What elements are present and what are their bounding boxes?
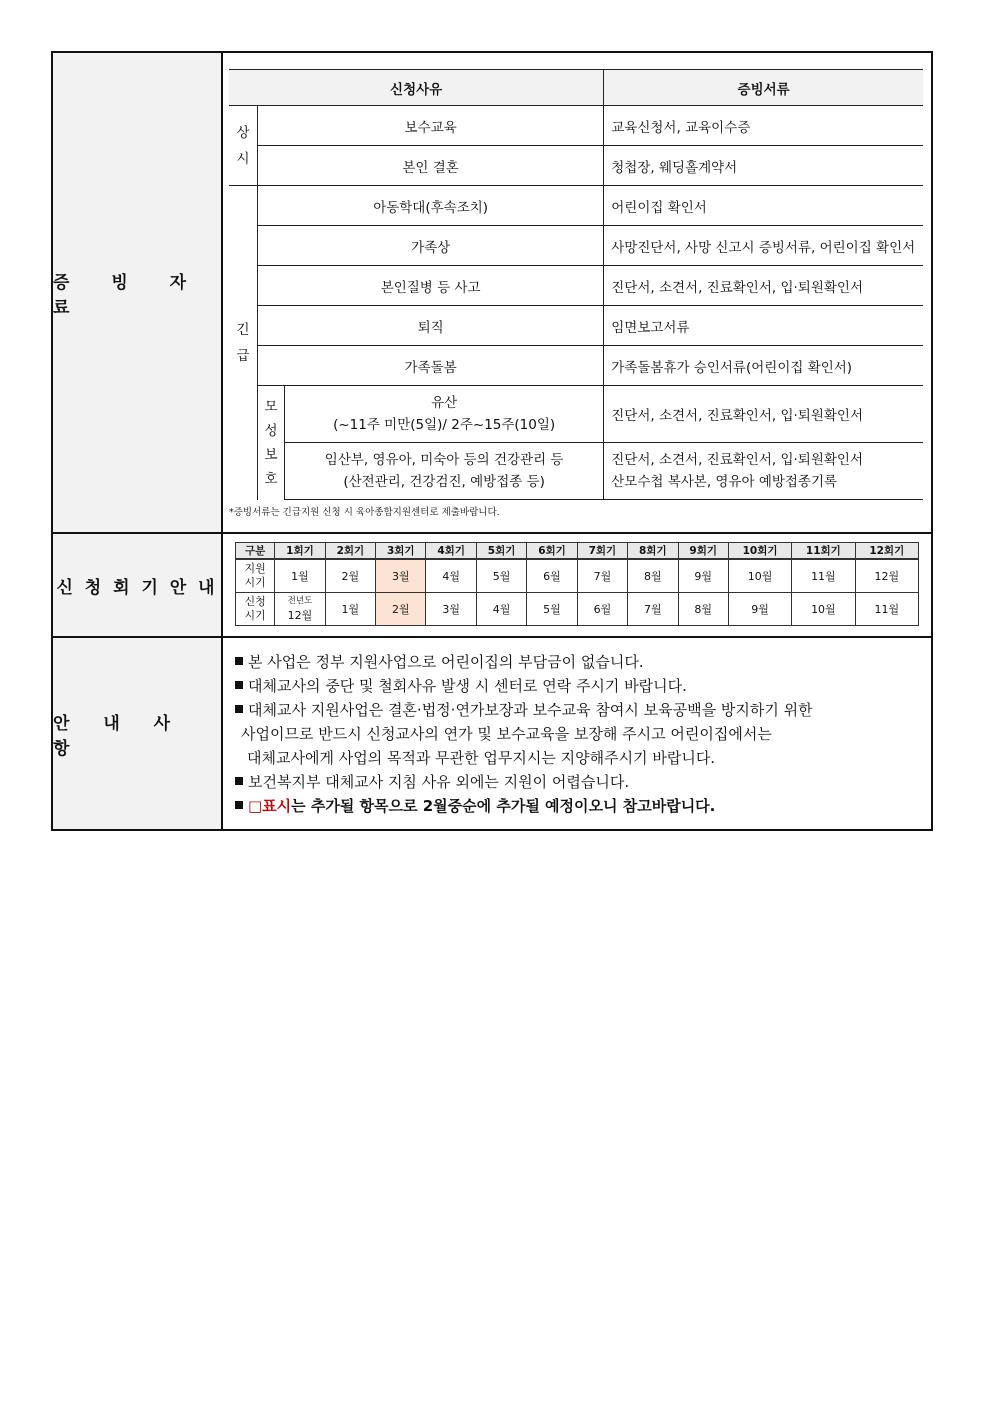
- notice-marker-text: □표시: [248, 797, 292, 815]
- apply-1: [275, 593, 325, 626]
- urgent-docs-2: 진단서, 소견서, 진료확인서, 입·퇴원확인서: [604, 266, 923, 306]
- schedule-support-row: [236, 559, 919, 593]
- regular-reason-1: 본인 결혼: [258, 146, 604, 186]
- table-row: [229, 266, 923, 306]
- apply-12: 11월: [855, 593, 918, 626]
- notice-item-cont: [235, 722, 921, 746]
- schedule-body: [223, 534, 931, 636]
- notice-item-text: 대체교사 지원사업은 결혼·법정·연가보장과 보수교육 참여시 보육공백을 방지하기 위한: [248, 701, 813, 719]
- urgent-reason-2: 본인질병 등 사고: [258, 266, 604, 306]
- sch-h3: 3회기: [376, 543, 426, 560]
- notice-item-last: [235, 794, 921, 818]
- notice-item-text: 대체교사의 중단 및 철회사유 발생 시 센터로 연락 주시기 바랍니다.: [248, 677, 687, 695]
- support-7: 7월: [577, 559, 627, 593]
- maternal-reason-0-line1: 유산: [431, 395, 458, 411]
- schedule-apply-row: [236, 593, 919, 626]
- schedule-table: [235, 542, 919, 626]
- support-2: 2월: [325, 559, 375, 593]
- support-1: 1월: [275, 559, 325, 593]
- maternal-reason-1: [285, 443, 604, 500]
- notice-item-cont: [235, 746, 921, 770]
- bullet-square-icon: [235, 777, 243, 785]
- urgent-docs-0: 어린이집 확인서: [604, 186, 923, 226]
- evidence-section: [53, 53, 931, 534]
- sub-maternal: 모 성 보 호: [258, 386, 285, 500]
- apply-7: 6월: [577, 593, 627, 626]
- apply-1-month: 12월: [287, 609, 313, 622]
- apply-1-prev-year: 전년도: [287, 596, 313, 606]
- apply-9: 8월: [678, 593, 728, 626]
- table-row: [229, 443, 923, 500]
- notice-item: [235, 674, 921, 698]
- support-5: 5월: [476, 559, 526, 593]
- support-label: 지원 시기: [236, 559, 275, 593]
- maternal-reason-1-line1: 임산부, 영유아, 미숙아 등의 건강관리 등: [324, 452, 564, 468]
- sch-h10: 10회기: [728, 543, 791, 560]
- bullet-square-icon: [235, 705, 243, 713]
- apply-2: 1월: [325, 593, 375, 626]
- notice-section-title: [53, 638, 223, 829]
- schedule-section: [53, 534, 931, 638]
- group-urgent: 긴 급: [229, 186, 258, 500]
- maternal-docs-0: 진단서, 소견서, 진료확인서, 입·퇴원확인서: [604, 386, 923, 443]
- apply-4: 3월: [426, 593, 476, 626]
- apply-5: 4월: [476, 593, 526, 626]
- header-reason: 신청사유: [229, 70, 604, 106]
- sch-h0: 구분: [236, 543, 275, 560]
- schedule-section-title: [53, 534, 223, 636]
- support-4: 4월: [426, 559, 476, 593]
- maternal-reason-1-line2: (산전관리, 건강검진, 예방접종 등): [343, 474, 545, 490]
- table-row: [229, 146, 923, 186]
- header-docs: 증빙서류: [604, 70, 923, 106]
- apply-6: 5월: [527, 593, 577, 626]
- notice-item-text: 보건복지부 대체교사 지침 사유 외에는 지원이 어렵습니다.: [248, 773, 630, 791]
- evidence-note: *증빙서류는 긴급지원 신청 시 육아종합지원센터로 제출바랍니다.: [229, 507, 500, 518]
- table-row: [229, 186, 923, 226]
- support-3: 3월: [376, 559, 426, 593]
- table-row: [229, 386, 923, 443]
- maternal-docs-1-line2: 산모수첩 복사본, 영유아 예방접종기록: [611, 474, 838, 490]
- urgent-reason-1: 가족상: [258, 226, 604, 266]
- notice-item-text: 사업이므로 반드시 신청교사의 연가 및 보수교육을 보장해 주시고 어린이집에서는: [241, 725, 772, 743]
- support-6: 6월: [527, 559, 577, 593]
- notice-item: [235, 770, 921, 794]
- form-table: [51, 51, 933, 831]
- support-10: 10월: [728, 559, 791, 593]
- notice-item-text: 본 사업은 정부 지원사업으로 어린이집의 부담금이 없습니다.: [248, 653, 644, 671]
- maternal-reason-0-line2: (~11주 미만(5일)/ 2주~15주(10일): [333, 417, 556, 433]
- apply-11: 10월: [792, 593, 855, 626]
- sch-h6: 6회기: [527, 543, 577, 560]
- apply-10: 9월: [728, 593, 791, 626]
- apply-3: 2월: [376, 593, 426, 626]
- evidence-title-text: 증 빙 자 료: [53, 272, 205, 318]
- sch-h11: 11회기: [792, 543, 855, 560]
- bullet-square-icon: [235, 657, 243, 665]
- regular-docs-0: 교육신청서, 교육이수증: [604, 106, 923, 146]
- urgent-docs-4: 가족돌봄휴가 승인서류(어린이집 확인서): [604, 346, 923, 386]
- urgent-reason-4: 가족돌봄: [258, 346, 604, 386]
- sch-h8: 8회기: [628, 543, 678, 560]
- regular-docs-1: 청첩장, 웨딩홀계약서: [604, 146, 923, 186]
- maternal-reason-0: [285, 386, 604, 443]
- support-12: 12월: [855, 559, 918, 593]
- schedule-header-row: [236, 543, 919, 560]
- urgent-docs-3: 임면보고서류: [604, 306, 923, 346]
- sch-h5: 5회기: [476, 543, 526, 560]
- notice-body: [223, 638, 931, 829]
- bullet-square-icon: [235, 801, 243, 809]
- table-row: [229, 306, 923, 346]
- group-regular: 상 시: [229, 106, 258, 186]
- notice-item: [235, 650, 921, 674]
- regular-reason-0: 보수교육: [258, 106, 604, 146]
- sch-h1: 1회기: [275, 543, 325, 560]
- table-row: [229, 106, 923, 146]
- sch-h2: 2회기: [325, 543, 375, 560]
- maternal-docs-1-line1: 진단서, 소견서, 진료확인서, 입·퇴원확인서: [611, 452, 864, 468]
- notice-section: [53, 638, 931, 829]
- evidence-header-row: [229, 70, 923, 106]
- schedule-title-text: 신 청 회 기 안 내: [56, 577, 218, 598]
- evidence-section-title: [53, 53, 223, 532]
- maternal-docs-1: [604, 443, 923, 500]
- support-11: 11월: [792, 559, 855, 593]
- notice-title-text: 안 내 사 항: [53, 713, 185, 759]
- notice-item-text: 는 추가될 항목으로 2월중순에 추가될 예정이오니 참고바랍니다.: [291, 797, 716, 815]
- table-row: [229, 226, 923, 266]
- sch-h12: 12회기: [855, 543, 918, 560]
- urgent-reason-3: 퇴직: [258, 306, 604, 346]
- sch-h4: 4회기: [426, 543, 476, 560]
- urgent-reason-0: 아동학대(후속조치): [258, 186, 604, 226]
- sch-h7: 7회기: [577, 543, 627, 560]
- notice-item: [235, 698, 921, 722]
- evidence-body: [223, 53, 931, 532]
- urgent-docs-1: 사망진단서, 사망 신고시 증빙서류, 어린이집 확인서: [604, 226, 923, 266]
- support-8: 8월: [628, 559, 678, 593]
- evidence-table: [229, 69, 923, 500]
- notice-item-text: 대체교사에게 사업의 목적과 무관한 업무지시는 지양해주시기 바랍니다.: [247, 749, 716, 767]
- sch-h9: 9회기: [678, 543, 728, 560]
- support-9: 9월: [678, 559, 728, 593]
- bullet-square-icon: [235, 681, 243, 689]
- apply-8: 7월: [628, 593, 678, 626]
- apply-label: 신청 시기: [236, 593, 275, 626]
- table-row: [229, 346, 923, 386]
